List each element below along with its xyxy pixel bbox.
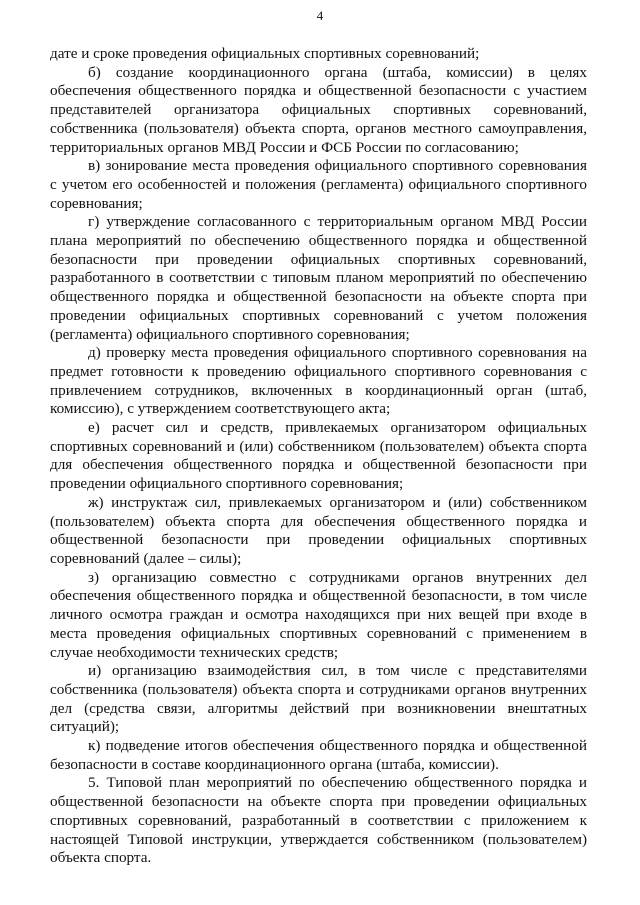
paragraph-item-z: з) организацию совместно с сотрудниками органов внутренних дел обеспечения общественного порядка и общественной безопасности, в том числе личного осмотра граждан и осмотра находящихся при них вещей при входе в места проведения официальных спортивных соревнований с применением в случае необходимости технических средств; xyxy=(50,568,587,661)
document-body xyxy=(50,45,587,868)
paragraph-item-v: в) зонирование места проведения официального спортивного соревнования с учетом его особенностей и положения (регламента) официального спортивного соревнования; xyxy=(50,157,587,212)
paragraph-item-b: б) создание координационного органа (штаба, комиссии) в целях обеспечения общественного порядка и общественной безопасности с участием представителей организатора официальных спортивных соревнований, собственника (пользователя) объекта спорта, органов местного самоуправления, территориальных органов МВД России и ФСБ России по согласованию; xyxy=(50,63,587,156)
paragraph-section-5: 5. Типовой план мероприятий по обеспечению общественного порядка и общественной безопасности на объекте спорта при проведении официальных спортивных соревнований, разработанный в соответствии с приложением к настоящей Типовой инструкции, утверждается собственником (пользователем) объекта спорта. xyxy=(50,774,587,867)
page-number: 4 xyxy=(316,8,324,23)
paragraph-item-d: д) проверку места проведения официального спортивного соревнования на предмет готовности к проведению официального спортивного соревнования с привлечением сотрудников, включенных в координационный орган (штаб, комиссию), с утверждением соответствующего акта; xyxy=(50,344,587,418)
paragraph-continuation: дате и сроке проведения официальных спортивных соревнований; xyxy=(50,45,480,62)
paragraph-item-e: е) расчет сил и средств, привлекаемых организатором официальных спортивных соревнований и (или) собственником (пользователем) объекта спорта для обеспечения общественного порядка и общественной безопасности при проведении официального спортивного соревнования; xyxy=(50,419,587,493)
paragraph-item-k: к) подведение итогов обеспечения общественного порядка и общественной безопасности в составе координационного органа (штаба, комиссии). xyxy=(50,737,587,773)
paragraph-item-i: и) организацию взаимодействия сил, в том числе с представителями собственника (пользователя) объекта спорта и сотрудниками органов внутренних дел (средства связи, алгоритмы действий при возникновении внештатных ситуаций); xyxy=(50,662,587,736)
paragraph-item-g: г) утверждение согласованного с территориальным органом МВД России плана мероприятий по обеспечению общественного порядка и общественной безопасности при проведении официальных спортивных соревнований, разработанного в соответствии с типовым планом мероприятий по обеспечению общественного порядка и общественной безопасности на объекте спорта при проведении официальных спортивных соревнований с учетом положения (регламента) официального спортивного соревнования; xyxy=(50,213,587,343)
paragraph-item-zh: ж) инструктаж сил, привлекаемых организатором и (или) собственником (пользователем) объекта спорта для обеспечения общественного порядка и общественной безопасности при проведении официальных спортивных соревнований (далее – силы); xyxy=(50,493,587,567)
